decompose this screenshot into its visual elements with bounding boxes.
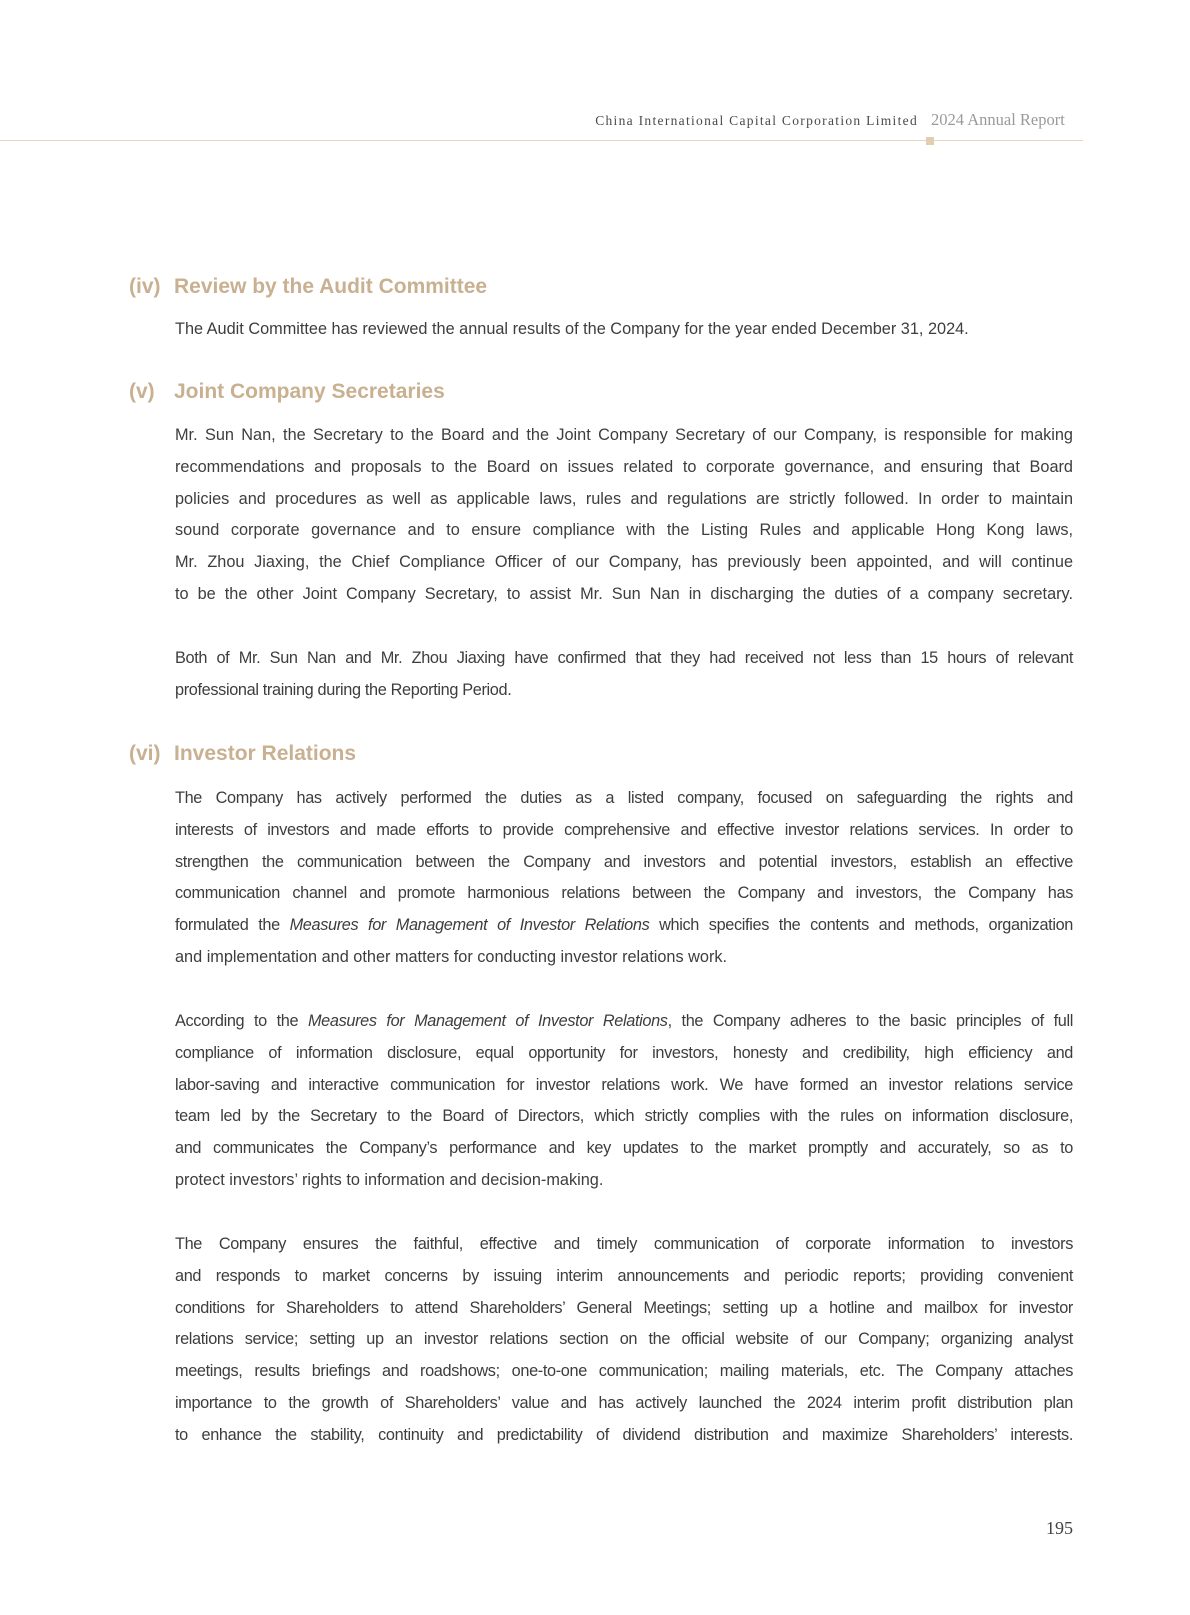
paragraph-line: to enhance the stability, continuity and predictability of dividend distribution and maximize Shareholders’ interests. (175, 1425, 1073, 1444)
paragraph-line: communication channel and promote harmonious relations between the Company and investors, the Company has (175, 884, 1073, 903)
paragraph-line: and responds to market concerns by issuing interim announcements and periodic reports; providing convenient (175, 1266, 1073, 1285)
section-number: (v) (129, 380, 155, 403)
document-title-italic: Measures for Management of Investor Relations (289, 916, 650, 935)
text-run: , the Company adheres to the basic principles of full (667, 1012, 1073, 1030)
paragraph-line: Mr. Sun Nan, the Secretary to the Board and the Joint Company Secretary of our Company, is responsible for making (175, 426, 1073, 444)
section-heading-audit-committee (129, 275, 487, 299)
paragraph-line: labor-saving and interactive communication for investor relations work. We have formed an investor relations service (175, 1075, 1073, 1094)
paragraph-audit-review (175, 314, 1073, 346)
text-run: which specifies the contents and methods, organization (649, 916, 1073, 935)
section-number: (vi) (129, 742, 161, 765)
paragraph-line: interests of investors and made efforts to provide comprehensive and effective investor relations services. In order to (175, 820, 1073, 839)
paragraph-line: protect investors’ rights to information and decision-making. (175, 1170, 604, 1189)
paragraph-investor-relations-principles (175, 1006, 1073, 1197)
paragraph-line: strengthen the communication between the Company and investors and potential investors, establish an effective (175, 852, 1073, 871)
paragraph-line: conditions for Shareholders to attend Shareholders’ General Meetings; setting up a hotline and mailbox for investor (175, 1298, 1073, 1317)
paragraph-line: The Audit Committee has reviewed the annual results of the Company for the year ended December 31, 2024. (175, 320, 969, 338)
page-number: 195 (1046, 1518, 1073, 1538)
paragraph-line: relations service; setting up an investor relations section on the official website of our Company; organizing analyst (175, 1330, 1073, 1349)
paragraph-line: policies and procedures as well as applicable laws, rules and regulations are strictly followed. In order to maintain (175, 489, 1073, 508)
paragraph-line: sound corporate governance and to ensure compliance with the Listing Rules and applicable Hong Kong laws, (175, 521, 1073, 540)
header-square-marker-icon (926, 137, 934, 145)
paragraph-line: importance to the growth of Shareholders’ value and has actively launched the 2024 interim profit distribution plan (175, 1393, 1073, 1412)
paragraph-investor-communication (175, 1229, 1073, 1452)
paragraph-line: compliance of information disclosure, equal opportunity for investors, honesty and credibility, high efficiency and (175, 1043, 1073, 1062)
section-title: Investor Relations (174, 742, 357, 765)
paragraph-line: Both of Mr. Sun Nan and Mr. Zhou Jiaxing have confirmed that they had received not less than 15 hours of relevant (175, 649, 1073, 667)
paragraph-line: professional training during the Reporting Period. (175, 680, 512, 699)
header-divider (0, 140, 1083, 141)
paragraph-line: team led by the Secretary to the Board of Directors, which strictly complies with the rules on information disclosure, (175, 1107, 1073, 1126)
paragraph-line: The Company has actively performed the duties as a listed company, focused on safeguarding the rights and (175, 789, 1073, 807)
paragraph-line: The Company ensures the faithful, effective and timely communication of corporate information to investors (175, 1235, 1073, 1253)
section-heading-investor-relations (129, 742, 356, 766)
section-number: (iv) (129, 275, 161, 298)
text-run: formulated the (175, 916, 290, 935)
paragraph-secretaries-duties (175, 420, 1073, 611)
header-company-name: China International Capital Corporation Limited (595, 113, 918, 128)
paragraph-line: and communicates the Company’s performance and key updates to the market promptly and accurately, so as to (175, 1139, 1073, 1158)
section-title: Review by the Audit Committee (174, 275, 488, 298)
paragraph-line-with-italic (175, 910, 1073, 942)
paragraph-line: Mr. Zhou Jiaxing, the Chief Compliance Officer of our Company, has previously been appointed, and will continue (175, 553, 1073, 572)
paragraph-investor-relations-duties (175, 783, 1073, 974)
paragraph-secretaries-training (175, 643, 1073, 707)
paragraph-line-with-italic (175, 1006, 1073, 1038)
paragraph-line: recommendations and proposals to the Board on issues related to corporate governance, and ensuring that Board (175, 457, 1073, 476)
paragraph-line: and implementation and other matters for conducting investor relations work. (175, 947, 728, 966)
text-run: According to the (175, 1012, 308, 1030)
paragraph-line: meetings, results briefings and roadshows; one-to-one communication; mailing materials, etc. The Company attaches (175, 1362, 1073, 1381)
paragraph-line: to be the other Joint Company Secretary, to assist Mr. Sun Nan in discharging the duties of a company secretary. (175, 584, 1073, 603)
section-title: Joint Company Secretaries (174, 380, 445, 403)
section-heading-joint-company-secretaries (129, 380, 445, 404)
document-title-italic: Measures for Management of Investor Relations (307, 1012, 668, 1030)
header-report-title: 2024 Annual Report (931, 110, 1065, 129)
